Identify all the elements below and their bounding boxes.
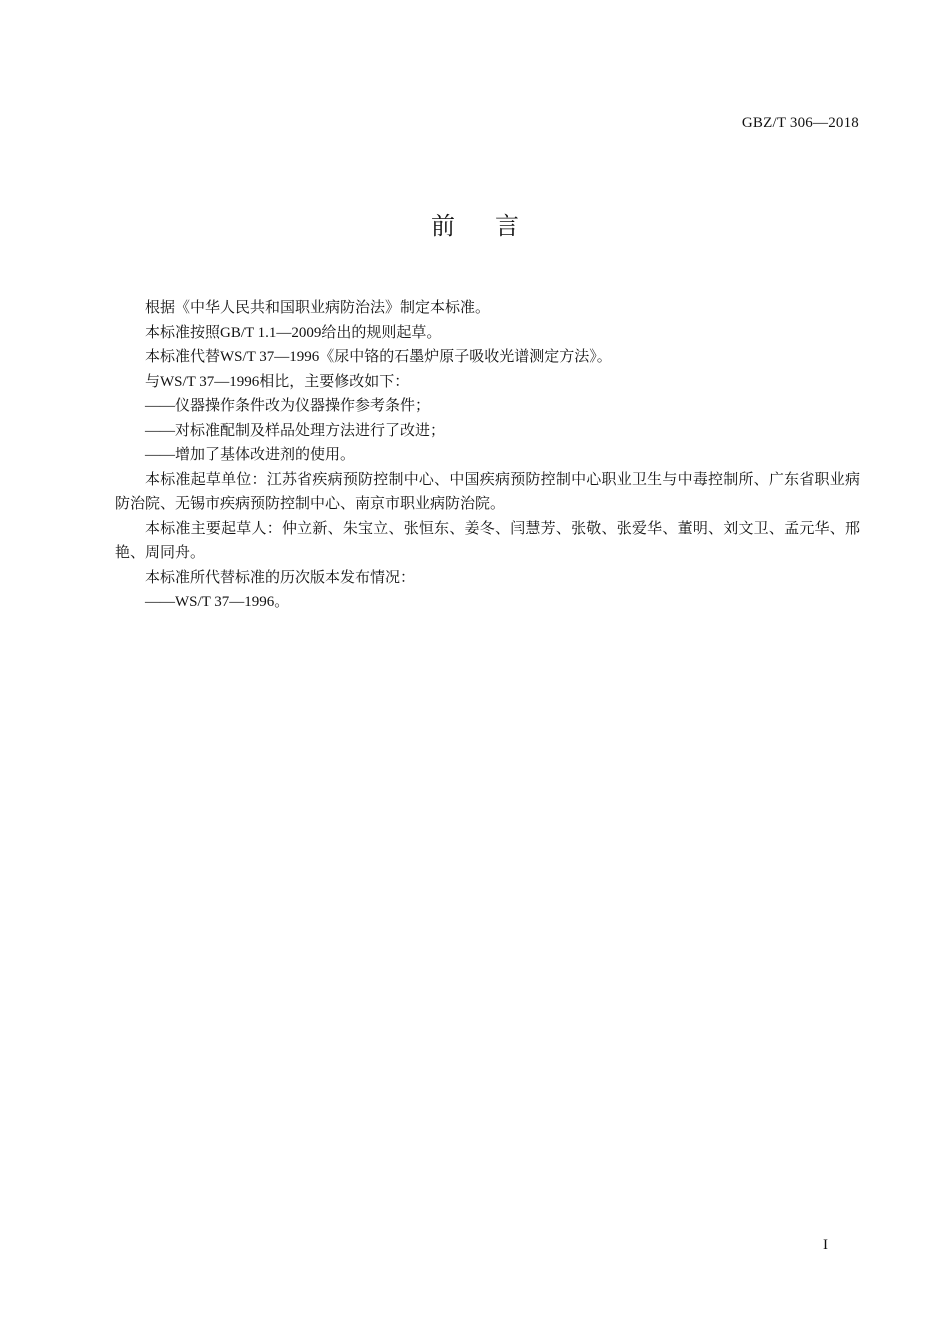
list-item-previous-edition: ——WS/T 37—1996。	[145, 594, 290, 610]
foreword-body	[115, 296, 860, 615]
page-number: I	[823, 1237, 828, 1253]
list-item-change: ——仪器操作条件改为仪器操作参考条件；	[145, 398, 431, 414]
paragraph-previous-editions: 本标准所代替标准的历次版本发布情况：	[145, 569, 416, 586]
paragraph-drafters: 本标准主要起草人：仲立新、朱宝立、张恒东、姜冬、闫慧芳、张敬、张爱华、董明、刘文卫、孟元华、邢艳、周同舟。	[115, 520, 860, 561]
paragraph-drafting-units: 本标准起草单位：江苏省疾病预防控制中心、中国疾病预防控制中心职业卫生与中毒控制所、广东省职业病防治院、无锡市疾病预防控制中心、南京市职业病防治院。	[115, 471, 860, 512]
paragraph-changes-intro: 与WS/T 37—1996相比，主要修改如下：	[145, 373, 410, 390]
paragraph-legal-basis: 根据《中华人民共和国职业病防治法》制定本标准。	[145, 300, 491, 316]
page-title: 前言	[431, 212, 559, 240]
list-item-change: ——对标准配制及样品处理方法进行了改进；	[145, 422, 446, 439]
list-item-change: ——增加了基体改进剂的使用。	[145, 447, 356, 463]
paragraph-drafting-rules: 本标准按照GB/T 1.1—2009给出的规则起草。	[145, 324, 442, 341]
paragraph-replaces: 本标准代替WS/T 37—1996《尿中铬的石墨炉原子吸收光谱测定方法》。	[145, 349, 612, 365]
document-code: GBZ/T 306—2018	[741, 115, 859, 131]
